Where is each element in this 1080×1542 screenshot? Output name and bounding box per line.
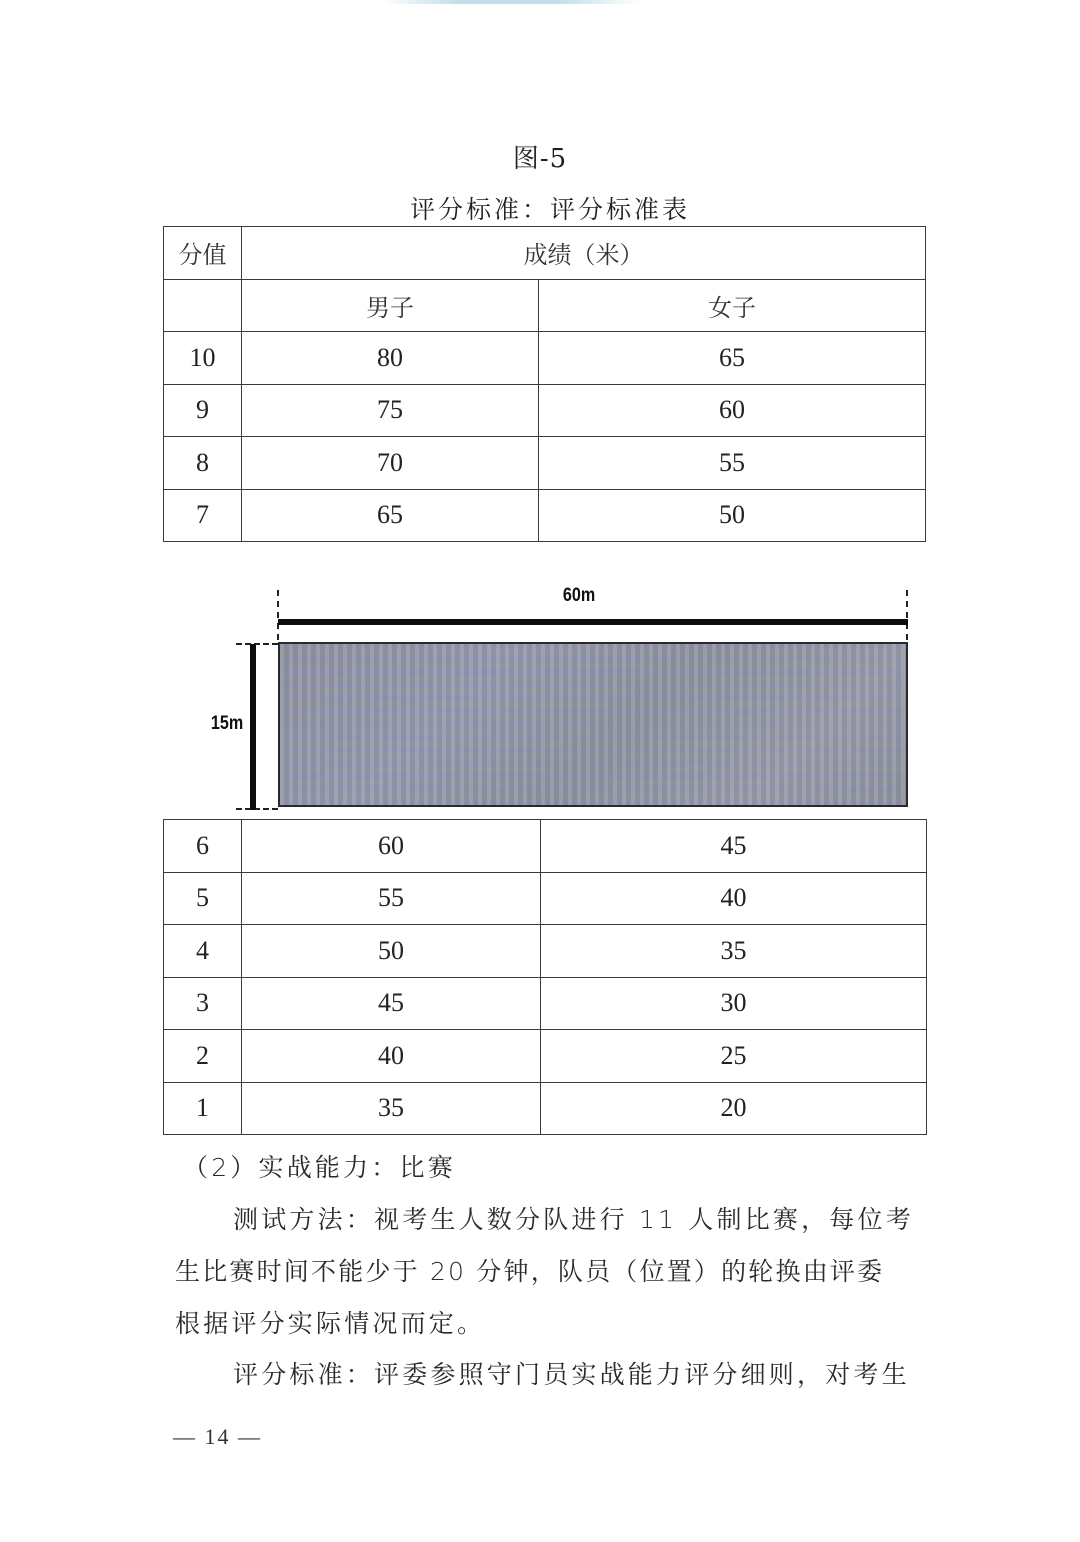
female-cell: 55 bbox=[539, 437, 926, 490]
table-row bbox=[164, 489, 926, 542]
score-cell: 3 bbox=[164, 977, 242, 1030]
male-cell: 45 bbox=[242, 977, 541, 1030]
male-cell: 60 bbox=[242, 820, 541, 873]
male-cell: 50 bbox=[242, 925, 541, 978]
female-cell: 50 bbox=[539, 489, 926, 542]
paragraph-line: 测试方法：视考生人数分队进行 11 人制比赛，每位考 bbox=[233, 1205, 914, 1234]
height-dimension-label: 15m bbox=[210, 713, 244, 734]
female-cell: 65 bbox=[539, 332, 926, 385]
field-rectangle bbox=[278, 642, 908, 807]
table-row bbox=[164, 925, 927, 978]
scoring-table-top bbox=[163, 226, 926, 542]
female-cell: 25 bbox=[541, 1030, 927, 1083]
header-empty-cell bbox=[164, 279, 242, 332]
table-row bbox=[164, 1082, 927, 1135]
page-number: — 14 — bbox=[173, 1424, 262, 1449]
header-female: 女子 bbox=[539, 279, 926, 332]
female-cell: 40 bbox=[541, 872, 927, 925]
table-row bbox=[164, 332, 926, 385]
header-score: 分值 bbox=[164, 227, 242, 280]
dimension-extension-line-top bbox=[236, 643, 278, 645]
width-dimension-line bbox=[278, 619, 908, 625]
field-diagram bbox=[200, 580, 930, 820]
section-heading: （2）实战能力：比赛 bbox=[183, 1153, 456, 1182]
female-cell: 20 bbox=[541, 1082, 927, 1135]
male-cell: 65 bbox=[242, 489, 539, 542]
female-cell: 45 bbox=[541, 820, 927, 873]
female-cell: 30 bbox=[541, 977, 927, 1030]
table-row bbox=[164, 384, 926, 437]
score-cell: 10 bbox=[164, 332, 242, 385]
score-cell: 2 bbox=[164, 1030, 242, 1083]
score-cell: 8 bbox=[164, 437, 242, 490]
table-row bbox=[164, 437, 926, 490]
figure-label: 图-5 bbox=[512, 144, 568, 174]
score-cell: 6 bbox=[164, 820, 242, 873]
male-cell: 80 bbox=[242, 332, 539, 385]
male-cell: 40 bbox=[242, 1030, 541, 1083]
score-cell: 7 bbox=[164, 489, 242, 542]
score-cell: 9 bbox=[164, 384, 242, 437]
score-cell: 4 bbox=[164, 925, 242, 978]
height-dimension-line bbox=[250, 644, 256, 810]
dimension-extension-line-left bbox=[277, 590, 281, 640]
male-cell: 55 bbox=[242, 872, 541, 925]
table-row bbox=[164, 872, 927, 925]
male-cell: 75 bbox=[242, 384, 539, 437]
table-row bbox=[164, 977, 927, 1030]
female-cell: 60 bbox=[539, 384, 926, 437]
width-dimension-label: 60m bbox=[562, 585, 596, 606]
table-title: 评分标准：评分标准表 bbox=[409, 195, 690, 224]
male-cell: 70 bbox=[242, 437, 539, 490]
header-male: 男子 bbox=[242, 279, 539, 332]
paragraph-line: 评分标准：评委参照守门员实战能力评分细则，对考生 bbox=[233, 1360, 910, 1389]
table-subheader-row bbox=[164, 279, 926, 332]
dimension-extension-line-right bbox=[906, 590, 910, 640]
scan-artifact bbox=[380, 0, 640, 4]
female-cell: 35 bbox=[541, 925, 927, 978]
scoring-table-bottom bbox=[163, 819, 927, 1135]
male-cell: 35 bbox=[242, 1082, 541, 1135]
header-result: 成绩（米） bbox=[242, 227, 926, 280]
score-cell: 1 bbox=[164, 1082, 242, 1135]
table-header-row bbox=[164, 227, 926, 280]
paragraph-line: 生比赛时间不能少于 20 分钟，队员（位置）的轮换由评委 bbox=[175, 1257, 885, 1286]
table-row bbox=[164, 820, 927, 873]
table-row bbox=[164, 1030, 927, 1083]
score-cell: 5 bbox=[164, 872, 242, 925]
paragraph-line: 根据评分实际情况而定。 bbox=[175, 1309, 486, 1338]
dimension-extension-line-bottom bbox=[236, 808, 278, 810]
